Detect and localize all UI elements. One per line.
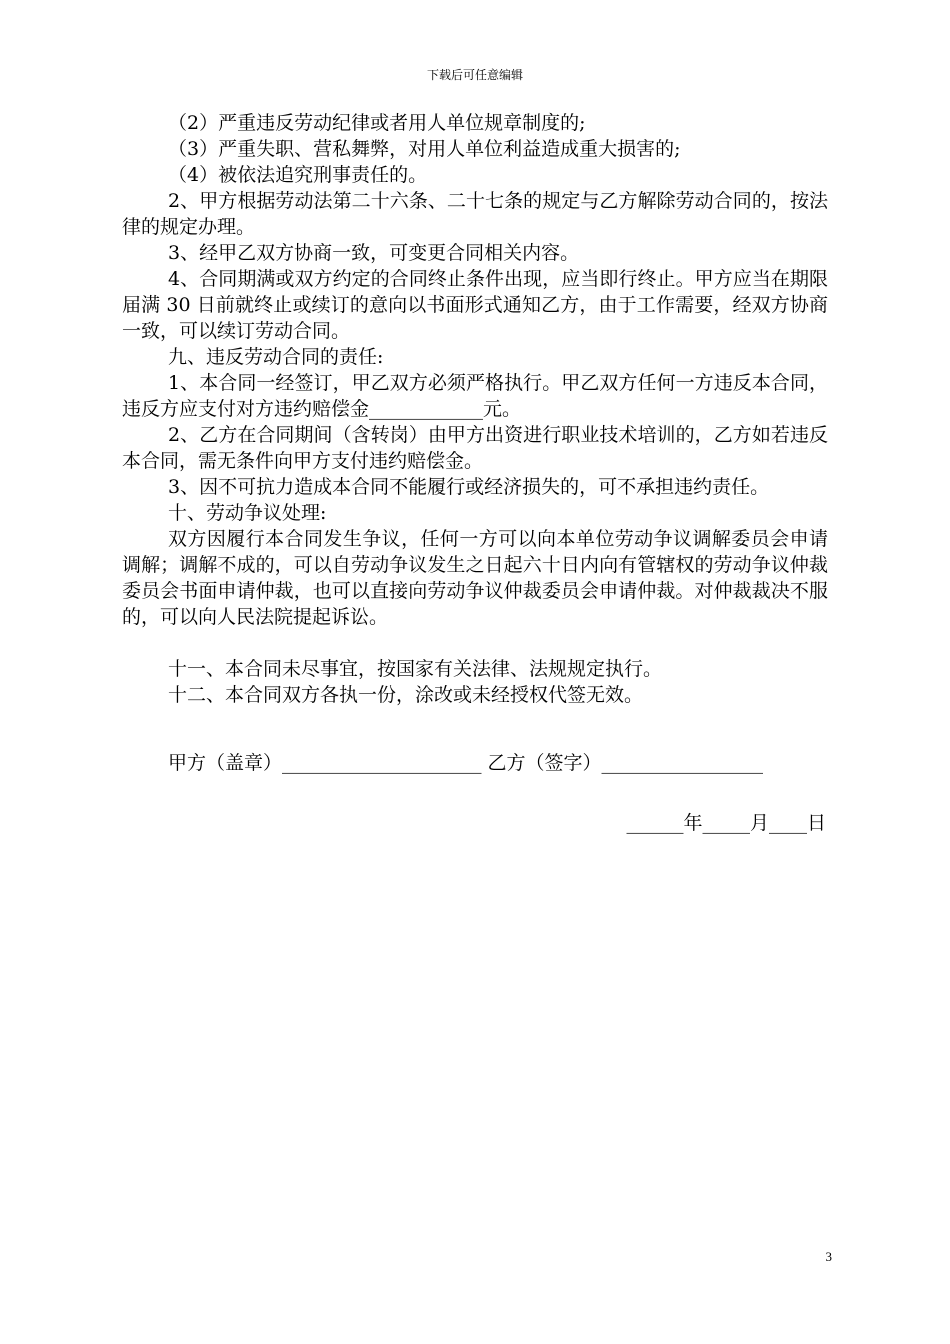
termination-clause-2: 2、甲方根据劳动法第二十六条、二十七条的规定与乙方解除劳动合同的，按法律的规定办理。 bbox=[122, 190, 828, 238]
document-body bbox=[122, 110, 828, 776]
spacer bbox=[122, 630, 828, 656]
liability-clause-3: 3、因不可抗力造成本合同不能履行或经济损失的，可不承担违约责任。 bbox=[168, 476, 770, 498]
dispute-clause: 双方因履行本合同发生争议，任何一方可以向本单位劳动争议调解委员会申请调解；调解不成的，可以自劳动争议发生之日起六十日内向有管辖权的劳动争议仲裁委员会书面申请仲裁，也可以直接向劳动争议仲裁委员会申请仲裁。对仲裁裁决不服的，可以向人民法院提起诉讼。 bbox=[122, 528, 828, 628]
clause-4-item: （4）被依法追究刑事责任的。 bbox=[168, 164, 428, 186]
date-line: ______年_____月____日 bbox=[626, 812, 826, 834]
modification-clause-3: 3、经甲乙双方协商一致，可变更合同相关内容。 bbox=[168, 242, 580, 264]
liability-clause-1: 1、本合同一经签订，甲乙双方必须严格执行。甲乙双方任何一方违反本合同，违反方应支付对方违约赔偿金____________元。 bbox=[122, 372, 828, 420]
section-9-heading: 九、违反劳动合同的责任: bbox=[168, 346, 384, 368]
clause-2-item: （2）严重违反劳动纪律或者用人单位规章制度的; bbox=[168, 112, 586, 134]
page-number: 3 bbox=[825, 1249, 832, 1264]
spacer bbox=[122, 708, 828, 734]
page-header: 下载后可任意编辑 bbox=[426, 68, 523, 82]
signature-line: 甲方（盖章）_____________________ 乙方（签字）_________________ bbox=[168, 752, 764, 774]
expiry-clause-4: 4、合同期满或双方约定的合同终止条件出现，应当即行终止。甲方应当在期限届满 30 日前就终止或续订的意向以书面形式通知乙方，由于工作需要，经双方协商一致，可以续订劳动合同。 bbox=[122, 268, 828, 342]
section-11: 十一、本合同未尽事宜，按国家有关法律、法规规定执行。 bbox=[168, 658, 663, 680]
clause-3-item: （3）严重失职、营私舞弊，对用人单位利益造成重大损害的; bbox=[168, 138, 681, 160]
section-10-heading: 十、劳动争议处理: bbox=[168, 502, 327, 524]
liability-clause-2: 2、乙方在合同期间（含转岗）由甲方出资进行职业技术培训的，乙方如若违反本合同，需无条件向甲方支付违约赔偿金。 bbox=[122, 424, 828, 472]
section-12: 十二、本合同双方各执一份，涂改或未经授权代签无效。 bbox=[168, 684, 644, 706]
